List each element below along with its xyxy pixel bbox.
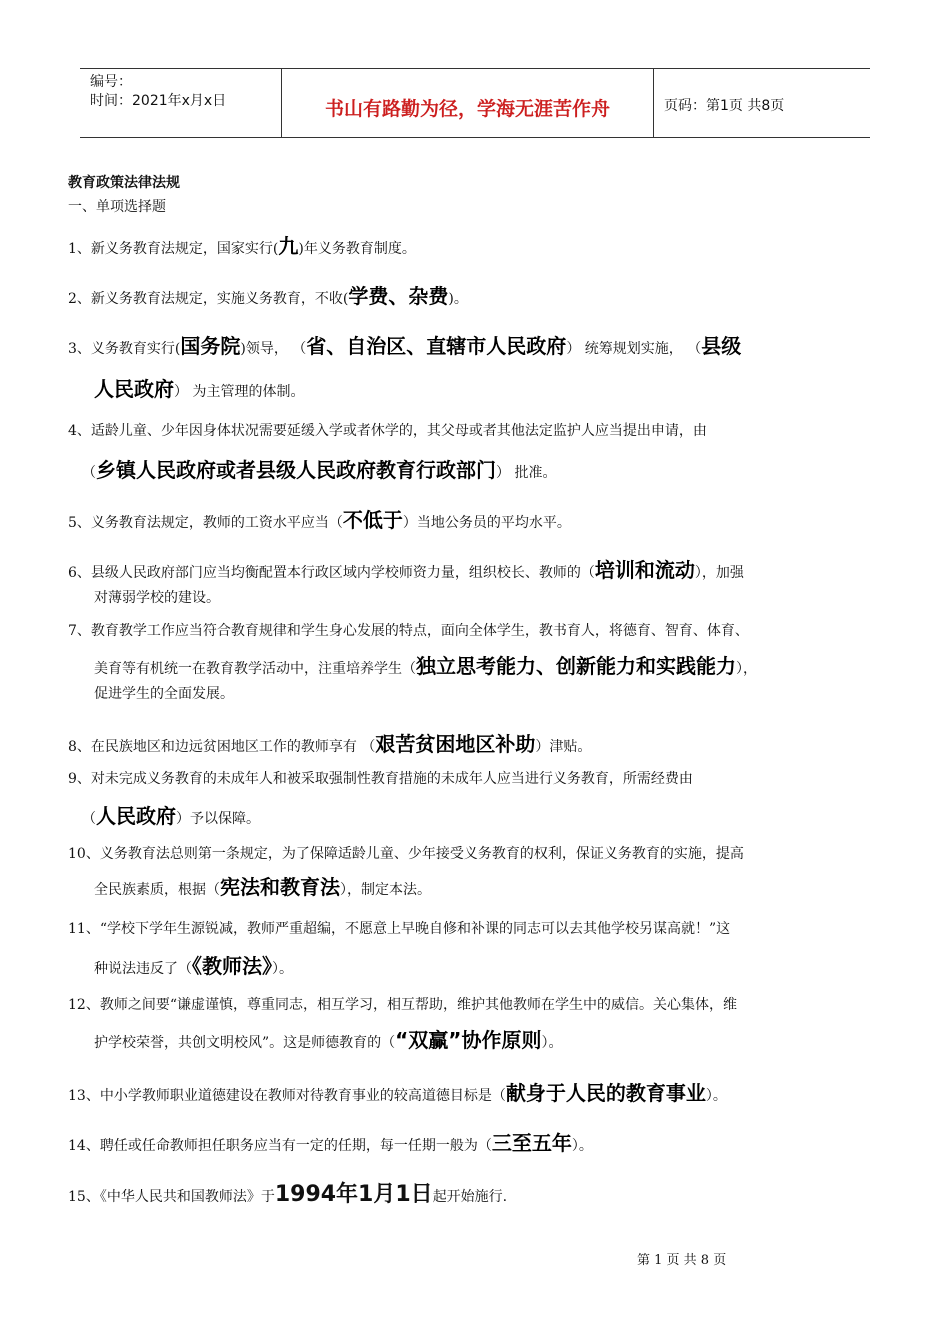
- question-text: 全民族素质，根据（: [94, 882, 220, 898]
- question-text: 对未完成义务教育的未成年人和被采取强制性教育措施的未成年人应当进行义务教育，所需经费由: [90, 771, 693, 787]
- answer: 不低于: [342, 508, 403, 532]
- answer: 培训和流动: [594, 558, 695, 582]
- question-4: [68, 420, 888, 483]
- answer: 县级: [701, 334, 742, 358]
- question-7: [68, 620, 888, 703]
- header-motto: 书山有路勤为径，学海无涯苦作舟: [282, 69, 654, 137]
- answer: 人民政府: [96, 804, 176, 828]
- answer: 九: [278, 234, 299, 258]
- question-text: ）津贴。: [535, 739, 592, 755]
- question-text: 促进学生的全面发展。: [94, 686, 234, 702]
- question-number: 1、: [68, 241, 91, 257]
- section-heading: 一、单项选择题: [68, 199, 166, 215]
- question-text: 美育等有机统一在教育教学活动中，注重培养学生（: [94, 661, 416, 677]
- question-15: [68, 1177, 888, 1208]
- question-text: 义务教育法规定，教师的工资水平应当（: [90, 515, 343, 531]
- question-text: 护学校荣誉，共创文明校风”。这是师德教育的（: [94, 1035, 396, 1051]
- question-number: 8、: [68, 739, 91, 755]
- question-9: [68, 768, 888, 829]
- answer: 国务院: [180, 334, 241, 358]
- question-text: 《中华人民共和国教师法》于: [99, 1189, 275, 1205]
- question-8: [68, 728, 888, 757]
- question-text: ），制定本法。: [340, 882, 431, 898]
- answer: 三至五年: [491, 1131, 572, 1155]
- page-footer: 第 1 页 共 8 页: [637, 1253, 727, 1268]
- question-text: ）予以保障。: [176, 811, 260, 827]
- question-text: ），: [736, 661, 757, 677]
- question-13: [68, 1077, 888, 1106]
- answer: 乡镇人民政府或者县级人民政府教育行政部门: [96, 458, 496, 482]
- question-text: ），加强: [694, 565, 744, 581]
- question-text: （: [82, 465, 96, 481]
- question-text: 新义务教育法规定，国家实行(: [90, 241, 279, 257]
- question-text: ）当地公务员的平均水平。: [402, 515, 571, 531]
- question-text: ）。: [571, 1138, 593, 1154]
- question-6: [68, 554, 888, 607]
- question-number: 2、: [68, 291, 91, 307]
- question-number: 3、: [68, 341, 91, 357]
- question-text: 聘任或任命教师担任职务应当有一定的任期，每一任期一般为（: [99, 1138, 492, 1154]
- header-meta: [80, 69, 282, 137]
- question-number: 6、: [68, 565, 91, 581]
- question-11: [68, 918, 888, 979]
- question-5: [68, 504, 888, 533]
- answer: 人民政府: [94, 377, 174, 401]
- question-number: 15、: [68, 1189, 100, 1205]
- question-number: 13、: [68, 1088, 100, 1104]
- question-text: ）。: [705, 1088, 727, 1104]
- question-text: 县级人民政府部门应当均衡配置本行政区域内学校师资力量，组织校长、教师的（: [90, 565, 595, 581]
- question-text: ） 批准。: [496, 465, 557, 481]
- question-text: ） 为主管理的体制。: [174, 384, 305, 400]
- question-number: 4、: [68, 423, 91, 439]
- question-text: 义务教育法总则第一条规定，为了保障适龄儿童、少年接受义务教育的权利，保证义务教育的实施，提高: [99, 846, 744, 862]
- question-10: [68, 843, 888, 900]
- question-text: ） 统筹规划实施， （: [566, 341, 702, 357]
- question-14: [68, 1127, 888, 1156]
- question-text: （: [82, 811, 96, 827]
- question-text: 中小学教师职业道德建设在教师对待教育事业的较高道德目标是（: [99, 1088, 506, 1104]
- question-number: 7、: [68, 623, 91, 639]
- question-text: ）。: [541, 1035, 563, 1051]
- answer: 宪法和教育法: [220, 875, 340, 899]
- answer: 1994年1月1日: [274, 1182, 433, 1207]
- question-text: 教育教学工作应当符合教育规律和学生身心发展的特点，面向全体学生，教书育人，将德育、智育、体育、: [90, 623, 749, 639]
- question-text: 起开始施行.: [432, 1189, 508, 1205]
- time-label: 时间：2021年x月x日: [90, 93, 227, 109]
- question-text: )领导， （: [240, 341, 307, 357]
- question-number: 10、: [68, 846, 100, 862]
- question-2: [68, 280, 888, 309]
- question-text: )年义务教育制度。: [298, 241, 416, 257]
- answer: 省、自治区、直辖市人民政府: [306, 334, 567, 358]
- number-label: 编号：: [90, 74, 132, 90]
- question-number: 11、: [68, 921, 100, 937]
- question-text: 教师之间要“谦虚谨慎，尊重同志，相互学习，相互帮助，维护其他教师在学生中的威信。关心集体，维: [99, 997, 737, 1013]
- question-text: 义务教育实行(: [90, 341, 181, 357]
- question-number: 9、: [68, 771, 91, 787]
- page-header: [80, 68, 870, 138]
- answer: 学费、杂费: [348, 284, 449, 308]
- question-3: [68, 330, 888, 402]
- answer: 独立思考能力、创新能力和实践能力: [416, 654, 736, 678]
- document-title: 教育政策法律法规: [68, 175, 180, 191]
- question-text: 新义务教育法规定，实施义务教育，不收(: [90, 291, 349, 307]
- question-number: 14、: [68, 1138, 100, 1154]
- answer: 艰苦贫困地区补助: [375, 732, 536, 756]
- answer: “双赢”协作原则: [395, 1028, 542, 1052]
- question-text: “学校下学年生源锐减，教师严重超编，不愿意上早晚自修和补课的同志可以去其他学校另谋高就！”这: [99, 921, 731, 937]
- question-text: 在民族地区和边远贫困地区工作的教师享有 （: [90, 739, 376, 755]
- question-text: 适龄儿童、少年因身体状况需要延缓入学或者休学的，其父母或者其他法定监护人应当提出申请，由: [90, 423, 707, 439]
- question-text: 种说法违反了（: [94, 961, 192, 977]
- question-number: 12、: [68, 997, 100, 1013]
- question-text: ）。: [272, 961, 293, 977]
- header-page-info: 页码：第1页 共8页: [664, 98, 785, 114]
- answer: 《教师法》: [192, 954, 272, 978]
- question-1: [68, 230, 888, 259]
- answer: 献身于人民的教育事业: [505, 1081, 706, 1105]
- question-text: 对薄弱学校的建设。: [94, 590, 220, 606]
- question-number: 5、: [68, 515, 91, 531]
- question-text: )。: [448, 291, 468, 307]
- question-12: [68, 994, 888, 1053]
